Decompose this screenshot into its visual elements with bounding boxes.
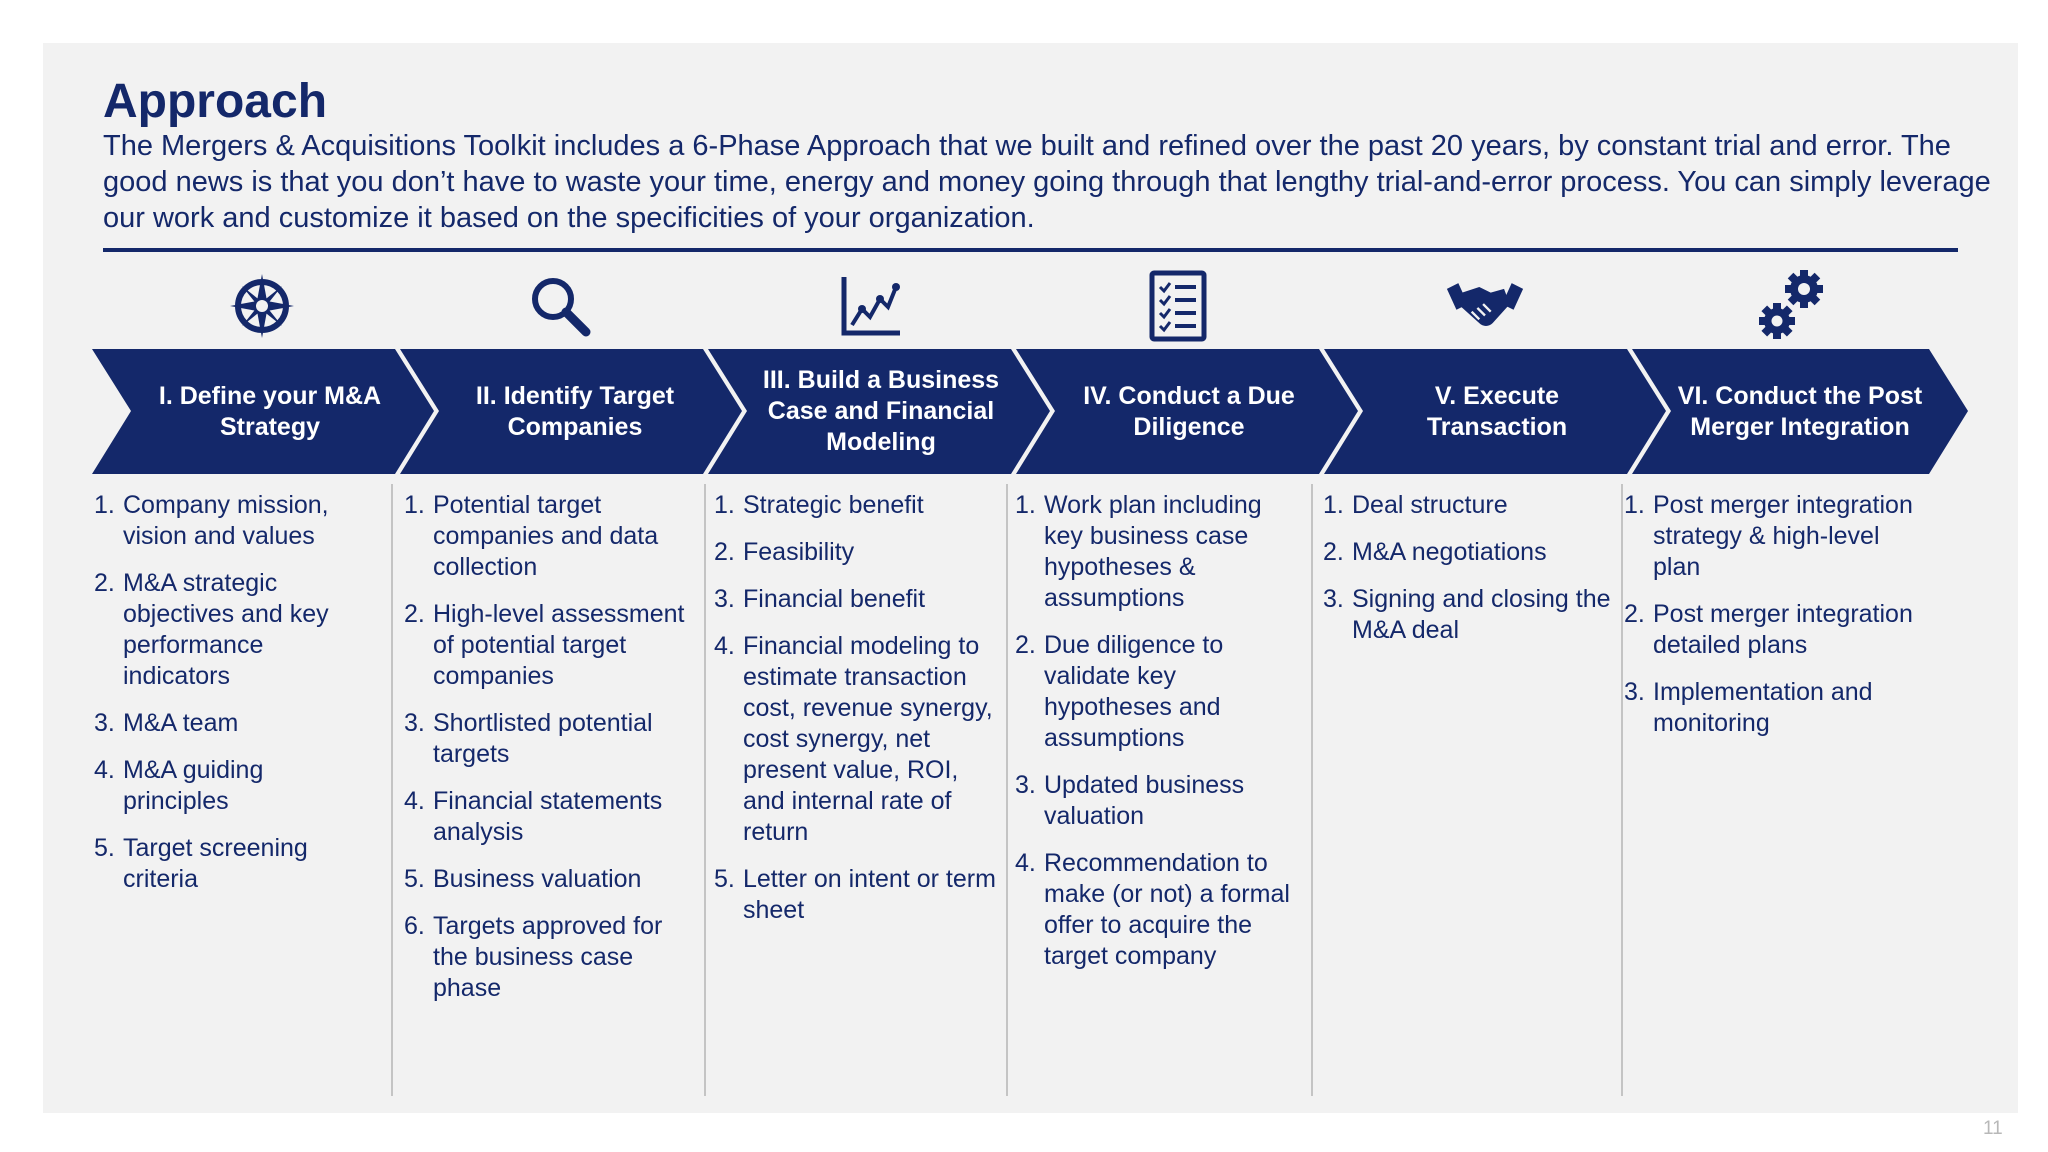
title-divider — [103, 248, 1958, 252]
intro-paragraph: The Mergers & Acquisitions Toolkit includes a 6-Phase Approach that we built and refined over the past 20 years, by constant trial and error. The good news is that you don’t have to waste your time, energy and money going through that lengthy trial-and-error process. You can simply leverage our work and customize it based on the specificities of your organization. — [103, 130, 1991, 234]
list-item: 5. Letter on intent or term sheet — [714, 865, 996, 924]
list-item: 1. Strategic benefit — [714, 491, 924, 519]
checklist-icon — [1138, 268, 1218, 344]
phase-5-deliverables — [1323, 490, 1613, 662]
compass-icon — [222, 268, 302, 344]
list-item: 3. Signing and closing the M&A deal — [1323, 585, 1611, 644]
phase-6-title: VI. Conduct the Post Merger Integration — [1677, 381, 1923, 441]
phase-2-deliverables — [404, 490, 696, 1020]
list-item: 2. Due diligence to validate key hypotheses and assumptions — [1015, 631, 1224, 752]
list-item: 1. Post merger integration strategy & high-level plan — [1624, 491, 1913, 581]
list-item: 3. Shortlisted potential targets — [404, 709, 653, 768]
phase-1-deliverables — [94, 490, 374, 911]
phase-4-deliverables — [1015, 490, 1305, 988]
list-item: 1. Potential target companies and data collection — [404, 491, 659, 581]
list-item: 5. Business valuation — [404, 865, 642, 893]
list-item: 3. Updated business valuation — [1015, 771, 1245, 830]
list-item: 4. Recommendation to make (or not) a formal offer to acquire the target company — [1015, 849, 1290, 970]
phase-3-title: III. Build a Business Case and Financial Modeling — [762, 366, 1000, 456]
column-divider — [391, 484, 393, 1096]
handshake-icon — [1445, 268, 1525, 344]
list-item: 2. M&A strategic objectives and key performance indicators — [94, 569, 329, 690]
page-number: 11 — [1983, 1118, 2003, 1139]
phase-6-deliverables — [1624, 490, 1924, 755]
list-item: 4. Financial modeling to estimate transaction cost, revenue synergy, cost synergy, net present value, ROI, and internal rate of return — [714, 632, 993, 846]
list-item: 4. Financial statements analysis — [404, 787, 663, 846]
line-chart-icon — [831, 268, 911, 344]
phase-1-title: I. Define your M&A Strategy — [158, 381, 382, 441]
list-item: 6. Targets approved for the business case phase — [404, 912, 663, 1002]
list-item: 3. Implementation and monitoring — [1624, 678, 1873, 737]
phase-2-title: II. Identify Target Companies — [475, 381, 675, 441]
column-divider — [1311, 484, 1313, 1096]
page-title: Approach — [103, 75, 328, 128]
list-item: 1. Company mission, vision and values — [94, 491, 329, 550]
gears-icon — [1752, 268, 1832, 344]
column-divider — [1621, 484, 1623, 1096]
list-item: 3. M&A team — [94, 709, 239, 737]
list-item: 5. Target screening criteria — [94, 834, 308, 893]
phase-4-title: IV. Conduct a Due Diligence — [1083, 381, 1295, 441]
phase-3-deliverables — [714, 490, 998, 942]
phase-5-title: V. Execute Transaction — [1426, 381, 1568, 441]
magnifier-icon — [520, 268, 600, 344]
list-item: 2. High-level assessment of potential target companies — [404, 600, 685, 690]
list-item: 4. M&A guiding principles — [94, 756, 264, 815]
list-item: 2. M&A negotiations — [1323, 538, 1547, 566]
list-item: 2. Feasibility — [714, 538, 855, 566]
column-divider — [704, 484, 706, 1096]
list-item: 1. Deal structure — [1323, 491, 1508, 519]
column-divider — [1006, 484, 1008, 1096]
list-item: 2. Post merger integration detailed plans — [1624, 600, 1913, 659]
list-item: 3. Financial benefit — [714, 585, 926, 613]
list-item: 1. Work plan including key business case hypotheses & assumptions — [1015, 491, 1262, 612]
